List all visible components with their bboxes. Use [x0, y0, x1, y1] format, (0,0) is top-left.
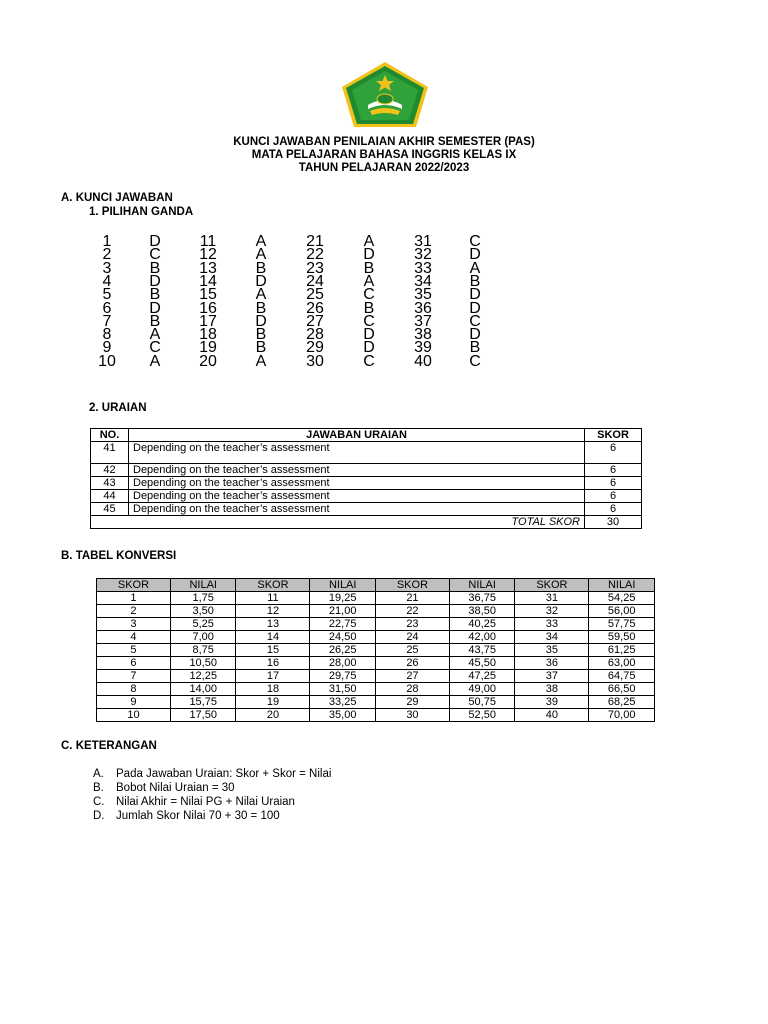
- question-number: 34: [414, 272, 432, 290]
- skor-cell: 21: [375, 592, 449, 605]
- answer-key: D: [363, 339, 375, 357]
- skor-cell: 14: [236, 631, 310, 644]
- nilai-cell: 43,75: [449, 644, 515, 657]
- answer-key: D: [255, 312, 267, 330]
- subsection-pilihan-ganda: 1. PILIHAN GANDA: [89, 206, 194, 218]
- table-row: [97, 670, 655, 683]
- section-c-title: C. KETERANGAN: [61, 740, 157, 752]
- answer-key: D: [363, 326, 375, 344]
- nilai-cell: 57,75: [589, 618, 655, 631]
- skor-cell: 37: [515, 670, 589, 683]
- skor-cell: 3: [97, 618, 171, 631]
- list-text: Pada Jawaban Uraian: Skor + Skor = Nilai: [116, 768, 332, 780]
- table-row: [91, 464, 642, 477]
- question-number: 35: [414, 286, 432, 304]
- table-row: [97, 631, 655, 644]
- question-number: 9: [102, 339, 112, 357]
- skor-cell: 19: [236, 696, 310, 709]
- table-row: [91, 490, 642, 503]
- skor-cell: 12: [236, 605, 310, 618]
- skor-cell: 17: [236, 670, 310, 683]
- nilai-cell: 31,50: [310, 683, 376, 696]
- nilai-cell: 42,00: [449, 631, 515, 644]
- nilai-cell: 19,25: [310, 592, 376, 605]
- answer-key: D: [469, 286, 481, 304]
- skor-cell: 20: [236, 709, 310, 722]
- skor-cell: 29: [375, 696, 449, 709]
- nilai-cell: 66,50: [589, 683, 655, 696]
- kemenag-logo-icon: [340, 61, 430, 128]
- question-number: 8: [102, 326, 112, 344]
- uraian-header-jawaban: JAWABAN URAIAN: [129, 429, 585, 442]
- nilai-cell: 10,50: [170, 657, 236, 670]
- answer-key: C: [149, 339, 161, 357]
- question-number: 7: [102, 312, 112, 330]
- uraian-header-skor: SKOR: [585, 429, 642, 442]
- uraian-jawaban: Depending on the teacher’s assessment: [129, 503, 585, 516]
- skor-cell: 1: [97, 592, 171, 605]
- nilai-cell: 33,25: [310, 696, 376, 709]
- list-item: [93, 809, 331, 823]
- table-row: [97, 605, 655, 618]
- section-a-title: A. KUNCI JAWABAN: [61, 192, 173, 204]
- question-number: 15: [199, 286, 217, 304]
- nilai-cell: 24,50: [310, 631, 376, 644]
- answer-key: B: [149, 286, 161, 304]
- answer-key: A: [469, 259, 481, 277]
- answer-key: D: [255, 272, 267, 290]
- uraian-skor: 6: [585, 503, 642, 516]
- question-number: 10: [98, 352, 116, 370]
- answer-key: C: [469, 312, 481, 330]
- nilai-cell: 15,75: [170, 696, 236, 709]
- question-number: 18: [199, 326, 217, 344]
- answer-key: A: [149, 352, 161, 370]
- question-number: 2: [102, 246, 112, 264]
- answer-key: B: [149, 312, 161, 330]
- nilai-cell: 35,00: [310, 709, 376, 722]
- konversi-header: NILAI: [170, 579, 236, 592]
- list-item: [93, 767, 331, 781]
- uraian-header-no: NO.: [91, 429, 129, 442]
- nilai-cell: 3,50: [170, 605, 236, 618]
- answer-key: B: [255, 339, 267, 357]
- question-number: 22: [306, 246, 324, 264]
- answer-key: B: [149, 259, 161, 277]
- nilai-cell: 56,00: [589, 605, 655, 618]
- skor-cell: 9: [97, 696, 171, 709]
- skor-cell: 7: [97, 670, 171, 683]
- nilai-cell: 22,75: [310, 618, 376, 631]
- list-key: D.: [93, 810, 105, 822]
- total-row: [91, 516, 642, 529]
- question-number: 21: [306, 233, 324, 250]
- skor-cell: 30: [375, 709, 449, 722]
- konversi-header: SKOR: [236, 579, 310, 592]
- total-skor-value: 30: [585, 516, 642, 529]
- skor-cell: 33: [515, 618, 589, 631]
- question-number: 36: [414, 299, 432, 317]
- skor-cell: 39: [515, 696, 589, 709]
- nilai-cell: 29,75: [310, 670, 376, 683]
- list-text: Nilai Akhir = Nilai PG + Nilai Uraian: [116, 796, 295, 808]
- answer-key: D: [469, 299, 481, 317]
- skor-cell: 27: [375, 670, 449, 683]
- answer-key: B: [255, 326, 267, 344]
- answer-key: A: [255, 352, 267, 370]
- answer-key: C: [469, 352, 481, 370]
- uraian-skor: 6: [585, 490, 642, 503]
- nilai-cell: 28,00: [310, 657, 376, 670]
- answer-key: A: [149, 326, 161, 344]
- konversi-table: [96, 578, 655, 722]
- answer-key: B: [363, 299, 375, 317]
- nilai-cell: 50,75: [449, 696, 515, 709]
- uraian-no: 42: [91, 464, 129, 477]
- uraian-no: 45: [91, 503, 129, 516]
- skor-cell: 15: [236, 644, 310, 657]
- nilai-cell: 17,50: [170, 709, 236, 722]
- answer-key: D: [149, 233, 161, 250]
- skor-cell: 32: [515, 605, 589, 618]
- table-row: [91, 442, 642, 464]
- header-line-3: TAHUN PELAJARAN 2022/2023: [298, 162, 470, 174]
- list-key: B.: [93, 782, 104, 794]
- konversi-header: NILAI: [589, 579, 655, 592]
- nilai-cell: 14,00: [170, 683, 236, 696]
- nilai-cell: 45,50: [449, 657, 515, 670]
- question-number: 14: [199, 272, 217, 290]
- uraian-no: 41: [91, 442, 129, 464]
- list-text: Bobot Nilai Uraian = 30: [116, 782, 235, 794]
- answer-key: A: [363, 233, 375, 250]
- nilai-cell: 38,50: [449, 605, 515, 618]
- question-number: 39: [414, 339, 432, 357]
- skor-cell: 34: [515, 631, 589, 644]
- answer-key: A: [363, 272, 375, 290]
- answer-key: C: [363, 352, 375, 370]
- question-number: 27: [306, 312, 324, 330]
- konversi-header: SKOR: [97, 579, 171, 592]
- total-skor-label: TOTAL SKOR: [91, 516, 585, 529]
- question-number: 16: [199, 299, 217, 317]
- answer-key: C: [363, 286, 375, 304]
- nilai-cell: 5,25: [170, 618, 236, 631]
- nilai-cell: 36,75: [449, 592, 515, 605]
- question-number: 1: [102, 233, 112, 250]
- list-key: A.: [93, 768, 104, 780]
- question-number: 13: [199, 259, 217, 277]
- question-number: 40: [414, 352, 432, 370]
- skor-cell: 4: [97, 631, 171, 644]
- nilai-cell: 70,00: [589, 709, 655, 722]
- question-number: 25: [306, 286, 324, 304]
- question-number: 28: [306, 326, 324, 344]
- nilai-cell: 54,25: [589, 592, 655, 605]
- answer-key: D: [469, 246, 481, 264]
- konversi-header: SKOR: [515, 579, 589, 592]
- answer-key: C: [149, 246, 161, 264]
- table-row: [91, 503, 642, 516]
- nilai-cell: 1,75: [170, 592, 236, 605]
- skor-cell: 40: [515, 709, 589, 722]
- question-number: 37: [414, 312, 432, 330]
- answer-key: D: [363, 246, 375, 264]
- answer-key: C: [363, 312, 375, 330]
- skor-cell: 25: [375, 644, 449, 657]
- question-number: 26: [306, 299, 324, 317]
- answer-key: B: [363, 259, 375, 277]
- table-row: [97, 592, 655, 605]
- header-line-2: MATA PELAJARAN BAHASA INGGRIS KELAS IX: [251, 149, 517, 161]
- answer-key: B: [255, 259, 267, 277]
- nilai-cell: 61,25: [589, 644, 655, 657]
- nilai-cell: 7,00: [170, 631, 236, 644]
- skor-cell: 18: [236, 683, 310, 696]
- konversi-header: SKOR: [375, 579, 449, 592]
- answer-key: B: [469, 272, 481, 290]
- question-number: 12: [199, 246, 217, 264]
- question-number: 30: [306, 352, 324, 370]
- list-text: Jumlah Skor Nilai 70 + 30 = 100: [116, 810, 280, 822]
- question-number: 20: [199, 352, 217, 370]
- table-row: [97, 618, 655, 631]
- nilai-cell: 8,75: [170, 644, 236, 657]
- skor-cell: 36: [515, 657, 589, 670]
- table-row: [97, 683, 655, 696]
- uraian-no: 43: [91, 477, 129, 490]
- uraian-skor: 6: [585, 442, 642, 464]
- konversi-header: NILAI: [449, 579, 515, 592]
- uraian-jawaban: Depending on the teacher’s assessment: [129, 490, 585, 503]
- nilai-cell: 26,25: [310, 644, 376, 657]
- nilai-cell: 21,00: [310, 605, 376, 618]
- question-number: 5: [102, 286, 112, 304]
- answer-key: D: [149, 299, 161, 317]
- list-item: [93, 781, 331, 795]
- nilai-cell: 52,50: [449, 709, 515, 722]
- uraian-jawaban: Depending on the teacher’s assessment: [129, 477, 585, 490]
- skor-cell: 10: [97, 709, 171, 722]
- skor-cell: 5: [97, 644, 171, 657]
- list-key: C.: [93, 796, 105, 808]
- question-number: 19: [199, 339, 217, 357]
- answer-key: B: [255, 299, 267, 317]
- skor-cell: 16: [236, 657, 310, 670]
- header-line-1: KUNCI JAWABAN PENILAIAN AKHIR SEMESTER (PAS): [233, 136, 535, 148]
- question-number: 31: [414, 233, 432, 250]
- question-number: 29: [306, 339, 324, 357]
- nilai-cell: 40,25: [449, 618, 515, 631]
- skor-cell: 13: [236, 618, 310, 631]
- question-number: 11: [199, 233, 217, 250]
- skor-cell: 2: [97, 605, 171, 618]
- skor-cell: 11: [236, 592, 310, 605]
- uraian-table: [90, 428, 642, 529]
- uraian-jawaban: Depending on the teacher’s assessment: [129, 464, 585, 477]
- answer-key: A: [255, 286, 267, 304]
- question-number: 17: [199, 312, 217, 330]
- table-row: [97, 709, 655, 722]
- uraian-skor: 6: [585, 464, 642, 477]
- skor-cell: 38: [515, 683, 589, 696]
- table-row: [97, 644, 655, 657]
- skor-cell: 31: [515, 592, 589, 605]
- skor-cell: 35: [515, 644, 589, 657]
- section-b-title: B. TABEL KONVERSI: [61, 550, 177, 562]
- skor-cell: 6: [97, 657, 171, 670]
- answer-key: A: [255, 246, 267, 264]
- skor-cell: 26: [375, 657, 449, 670]
- question-number: 24: [306, 272, 324, 290]
- konversi-header: NILAI: [310, 579, 376, 592]
- skor-cell: 28: [375, 683, 449, 696]
- nilai-cell: 47,25: [449, 670, 515, 683]
- skor-cell: 22: [375, 605, 449, 618]
- nilai-cell: 63,00: [589, 657, 655, 670]
- question-number: 3: [102, 259, 112, 277]
- keterangan-list: [93, 767, 331, 823]
- answer-key: B: [469, 339, 481, 357]
- question-number: 4: [102, 272, 112, 290]
- answer-key: A: [255, 233, 267, 250]
- nilai-cell: 12,25: [170, 670, 236, 683]
- list-item: [93, 795, 331, 809]
- skor-cell: 24: [375, 631, 449, 644]
- skor-cell: 23: [375, 618, 449, 631]
- table-row: [91, 477, 642, 490]
- answer-key: D: [469, 326, 481, 344]
- skor-cell: 8: [97, 683, 171, 696]
- uraian-skor: 6: [585, 477, 642, 490]
- question-number: 23: [306, 259, 324, 277]
- nilai-cell: 59,50: [589, 631, 655, 644]
- nilai-cell: 68,25: [589, 696, 655, 709]
- subsection-uraian: 2. URAIAN: [89, 402, 147, 414]
- nilai-cell: 49,00: [449, 683, 515, 696]
- uraian-jawaban: Depending on the teacher’s assessment: [129, 442, 585, 464]
- answer-key: C: [469, 233, 481, 250]
- table-row: [97, 696, 655, 709]
- nilai-cell: 64,75: [589, 670, 655, 683]
- question-number: 6: [102, 299, 112, 317]
- table-row: [97, 657, 655, 670]
- uraian-no: 44: [91, 490, 129, 503]
- question-number: 33: [414, 259, 432, 277]
- question-number: 38: [414, 326, 432, 344]
- answer-key: D: [149, 272, 161, 290]
- question-number: 32: [414, 246, 432, 264]
